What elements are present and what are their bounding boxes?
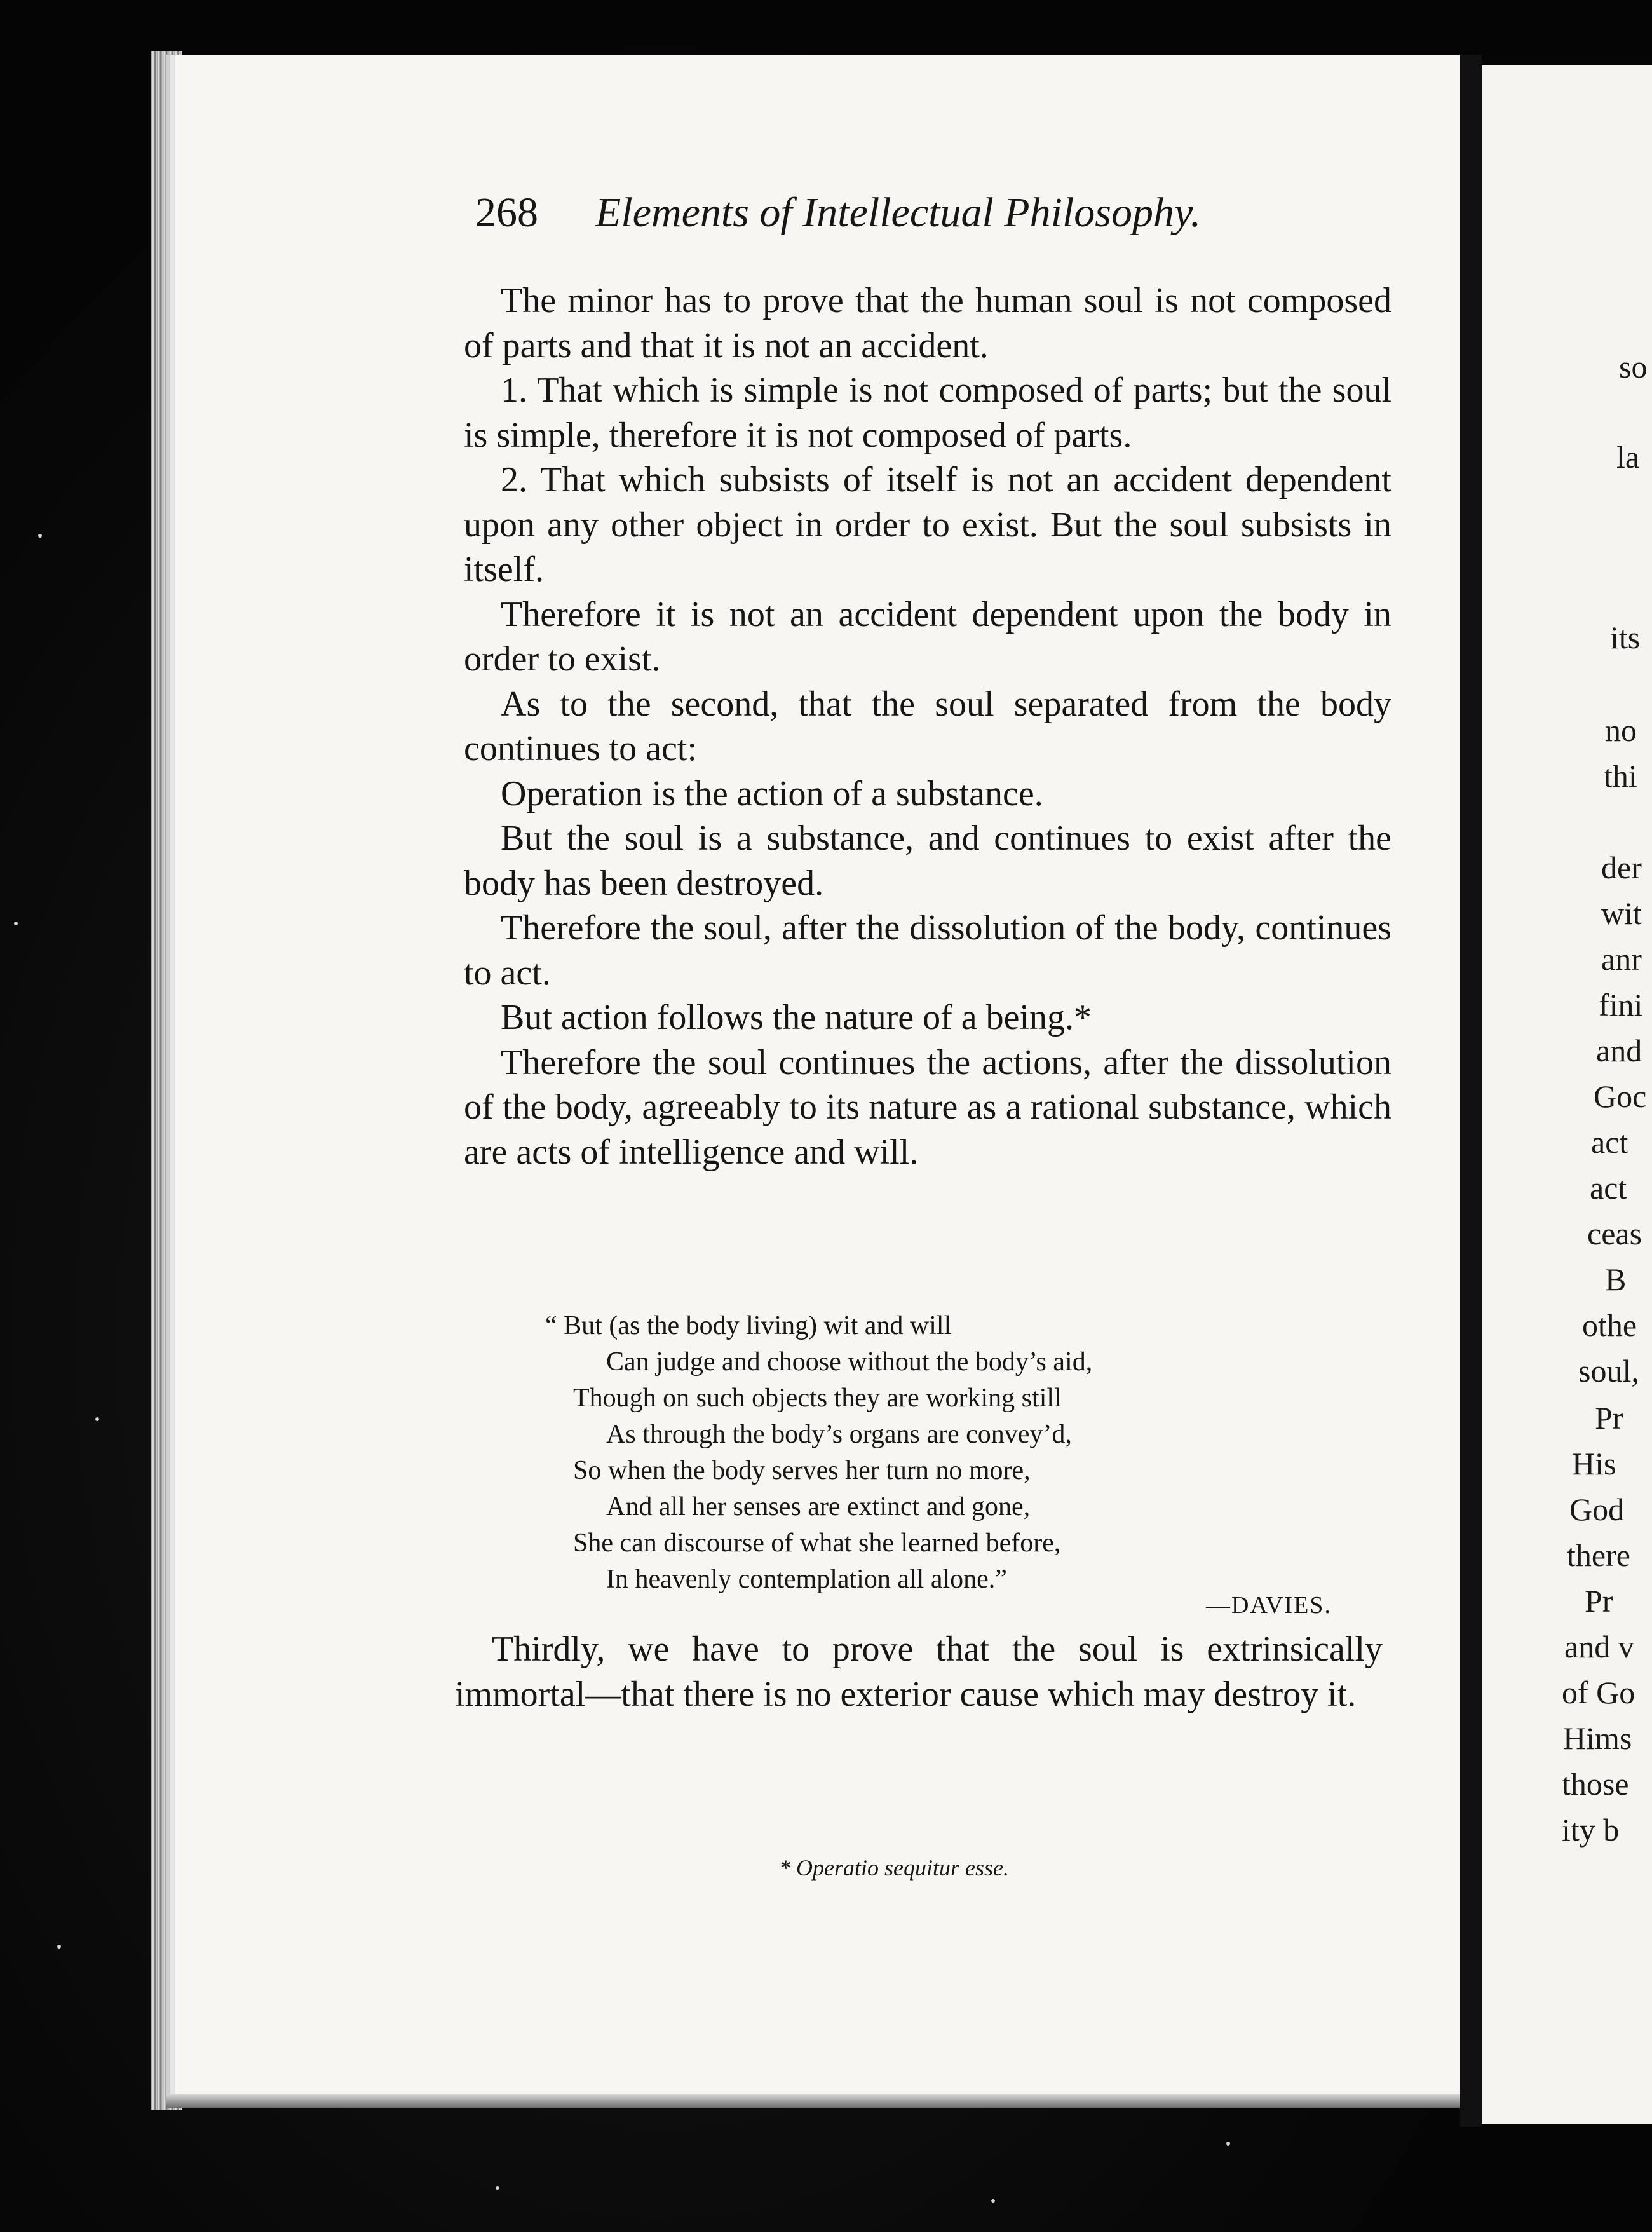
poem-line: She can discourse of what she learned before,: [573, 1528, 1061, 1558]
right-page-fragment: la: [1616, 439, 1640, 475]
paragraph: Thirdly, we have to prove that the soul is extrinsically immortal—that there is no exterior cause which may destroy it.: [455, 1630, 1383, 1714]
closing-text: [455, 1627, 1383, 1717]
paragraph: Therefore it is not an accident dependent upon the body in order to exist.: [464, 594, 1391, 679]
right-page-fragment: God: [1569, 1492, 1625, 1527]
dust-speck: [496, 2186, 499, 2190]
poem-line: Can judge and choose without the body’s aid,: [606, 1347, 1093, 1377]
poem-line: Though on such objects they are working still: [573, 1384, 1062, 1413]
right-page-fragment: His: [1572, 1446, 1616, 1481]
page-number: 268: [475, 189, 538, 236]
right-page-fragment: ceas: [1587, 1216, 1642, 1251]
paragraph: But action follows the nature of a being.*: [501, 998, 1092, 1037]
dust-speck: [38, 534, 42, 538]
book-gutter: [1460, 55, 1482, 2127]
paragraph: 1. That which is simple is not composed of parts; but the soul is simple, therefore it is not composed of parts.: [464, 371, 1391, 455]
right-page-fragment: wit: [1601, 895, 1642, 931]
right-page-fragment: Goc: [1594, 1079, 1647, 1114]
right-page-fragment: and v: [1564, 1629, 1634, 1664]
right-page-fragment: act: [1590, 1170, 1627, 1206]
running-title: Elements of Intellectual Philosophy.: [595, 189, 1202, 236]
poem-line: As through the body’s organs are convey’d,: [606, 1420, 1072, 1449]
dust-speck: [57, 1945, 61, 1949]
poem-line: So when the body serves her turn no more,: [573, 1456, 1031, 1485]
right-page-fragment: anr: [1601, 941, 1642, 977]
dust-speck: [95, 1417, 99, 1421]
paragraph: Operation is the action of a substance.: [501, 773, 1043, 813]
right-page-fragment: there: [1567, 1537, 1630, 1573]
dust-speck: [14, 922, 18, 925]
right-page-fragment: no: [1605, 712, 1637, 748]
paragraph: The minor has to prove that the human soul is not composed of parts and that it is not an accident.: [464, 281, 1391, 365]
right-page-fragment: Hims: [1563, 1720, 1632, 1756]
right-page-fragment: its: [1610, 620, 1641, 655]
right-page-fragment: act: [1591, 1124, 1628, 1160]
dust-speck: [1226, 2142, 1230, 2146]
right-page-fragment: soul,: [1578, 1353, 1639, 1389]
poem-line: And all her senses are extinct and gone,: [606, 1492, 1031, 1521]
poem-attribution: —DAVIES.: [1206, 1592, 1332, 1619]
body-text: [464, 278, 1391, 1174]
right-page-fragment: der: [1601, 850, 1642, 885]
right-page-fragment: those: [1562, 1766, 1629, 1802]
right-page-fragment: ity b: [1562, 1812, 1620, 1848]
right-page-fragment: Pr: [1585, 1583, 1613, 1619]
right-page-fragment: of Go: [1562, 1675, 1635, 1710]
paragraph: Therefore the soul continues the actions, after the dissolution of the body, agreeably to its nature as a rational substance, which are acts of intelligence and will.: [464, 1042, 1391, 1172]
paragraph: As to the second, that the soul separated from the body continues to act:: [464, 684, 1391, 768]
right-page-fragment: so: [1619, 349, 1648, 384]
dust-speck: [991, 2199, 995, 2203]
right-page-fragment: thi: [1604, 758, 1637, 794]
running-header: [475, 184, 1301, 242]
poem-line: In heavenly contemplation all alone.”: [606, 1565, 1007, 1594]
paragraph: 2. That which subsists of itself is not an accident dependent upon any other object in order to exist. But the soul subsists in itself.: [464, 460, 1391, 589]
right-page-fragment: othe: [1582, 1307, 1637, 1343]
poem-quotation: [545, 1308, 1352, 1598]
right-page-fragment: B: [1605, 1262, 1627, 1297]
footnote: * Operatio sequitur esse.: [779, 1855, 1009, 1881]
right-page-fragment: Pr: [1595, 1400, 1623, 1436]
paragraph: Therefore the soul, after the dissolution of the body, continues to act.: [464, 908, 1391, 993]
right-page-fragment: fini: [1599, 987, 1643, 1023]
page-bottom-edge: [166, 2094, 1460, 2108]
paragraph: But the soul is a substance, and continues to exist after the body has been destroyed.: [464, 819, 1391, 903]
right-page-fragment: and: [1596, 1033, 1642, 1068]
poem-line: “ But (as the body living) wit and will: [545, 1311, 952, 1340]
